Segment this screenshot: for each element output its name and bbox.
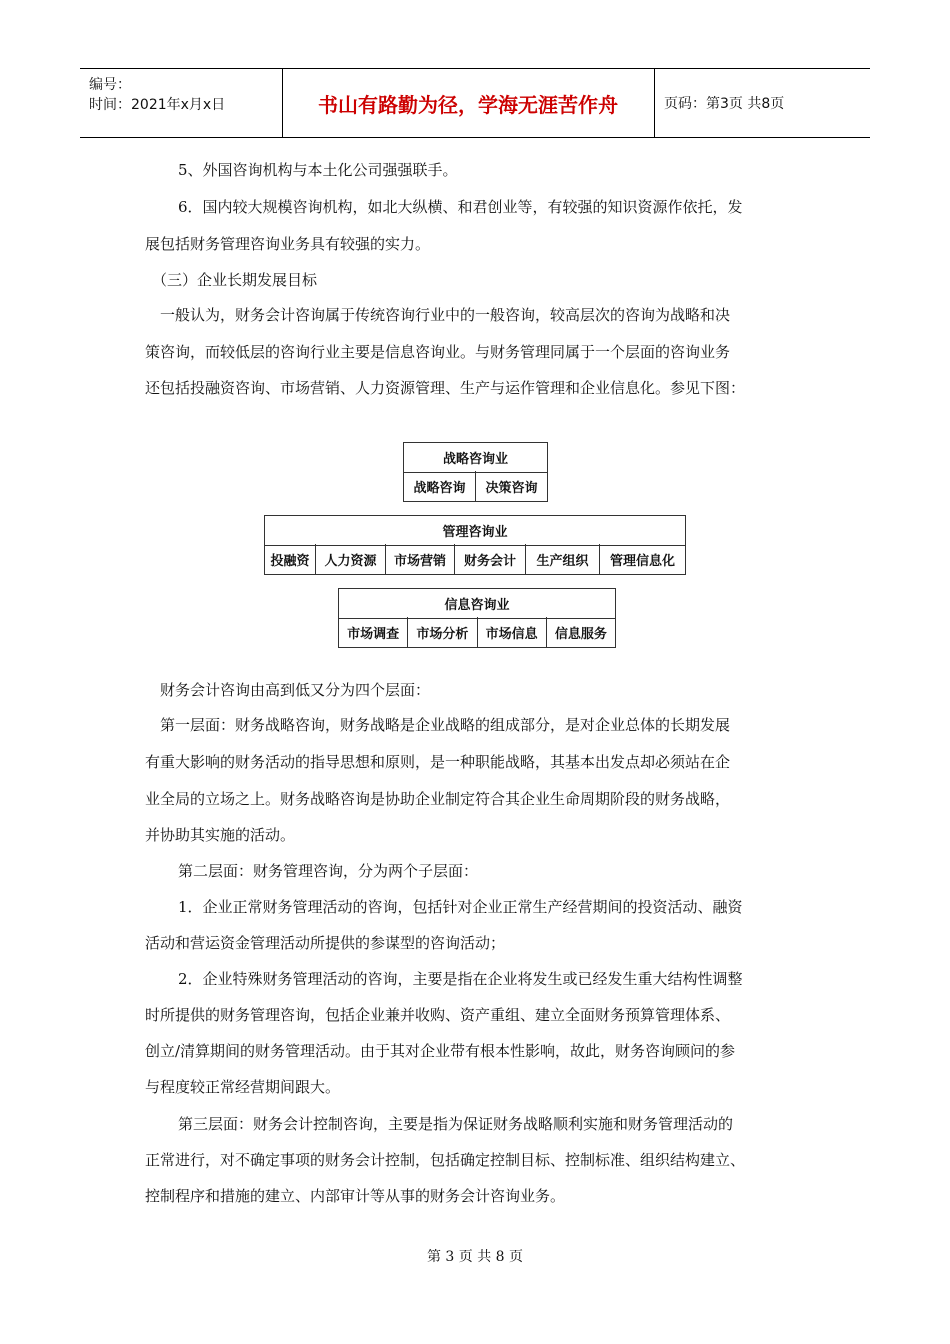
- information-title: 信息咨询业: [339, 589, 615, 619]
- management-consulting-box: [264, 515, 686, 575]
- number-label: 编号：: [89, 77, 131, 93]
- paragraph-line: 与程度较正常经营期间跟大。: [145, 1078, 341, 1096]
- paragraph-line: 正常进行，对不确定事项的财务会计控制，包括确定控制目标、控制标准、组织结构建立、: [145, 1151, 746, 1169]
- paragraph-line: 第一层面：财务战略咨询，财务战略是企业战略的组成部分，是对企业总体的长期发展: [160, 716, 731, 734]
- paragraph-line: 财务会计咨询由高到低又分为四个层面：: [160, 681, 431, 699]
- paragraph-line: 一般认为，财务会计咨询属于传统咨询行业中的一般咨询，较高层次的咨询为战略和决: [160, 306, 731, 324]
- header-page-label: 页码：第3页 共8页: [664, 96, 785, 112]
- header-motto: 书山有路勤为径，学海无涯苦作舟: [282, 69, 655, 137]
- diagram-cell: 信息服务: [554, 626, 607, 642]
- paragraph-line: 控制程序和措施的建立、内部审计等从事的财务会计咨询业务。: [145, 1187, 566, 1205]
- page-footer: 第 3 页 共 8 页: [426, 1249, 524, 1265]
- paragraph-line: 6．国内较大规模咨询机构，如北大纵横、和君创业等，有较强的知识资源作依托，发: [178, 198, 743, 216]
- diagram-cell: 管理信息化: [609, 553, 675, 569]
- diagram-cell: 市场营销: [386, 544, 455, 574]
- paragraph-line: 时所提供的财务管理咨询，包括企业兼并收购、资产重组、建立全面财务预算管理体系、: [145, 1006, 731, 1024]
- information-consulting-box: [338, 588, 616, 648]
- diagram-cell: 市场调查: [339, 617, 408, 647]
- paragraph-line: 业全局的立场之上。财务战略咨询是协助企业制定符合其企业生命周期阶段的财务战略，: [145, 790, 731, 808]
- paragraph-line: 第三层面：财务会计控制咨询，主要是指为保证财务战略顺利实施和财务管理活动的: [178, 1115, 734, 1133]
- section-heading: （三）企业长期发展目标: [152, 271, 318, 289]
- diagram-cell: 决策咨询: [485, 480, 538, 496]
- diagram-cell: 市场分析: [408, 617, 477, 647]
- paragraph-line: 有重大影响的财务活动的指导思想和原则，是一种职能战略，其基本出发点却必须站在企: [145, 753, 731, 771]
- paragraph-line: 5、外国咨询机构与本土化公司强强联手。: [178, 161, 458, 179]
- paragraph-line: 第二层面：财务管理咨询，分为两个子层面：: [178, 862, 479, 880]
- paragraph-line: 创立/清算期间的财务管理活动。由于其对企业带有根本性影响，故此，财务咨询顾问的参: [145, 1042, 736, 1060]
- header-table: [80, 68, 870, 138]
- diagram-cell: 战略咨询: [404, 471, 476, 501]
- paragraph-line: 还包括投融资咨询、市场营销、人力资源管理、生产与运作管理和企业信息化。参见下图：: [145, 379, 746, 397]
- paragraph-line: 2．企业特殊财务管理活动的咨询，主要是指在企业将发生或已经发生重大结构性调整: [178, 970, 743, 988]
- diagram-cell: 生产组织: [526, 544, 600, 574]
- paragraph-line: 活动和营运资金管理活动所提供的参谋型的咨询活动；: [145, 934, 506, 952]
- strategy-consulting-box: [403, 442, 548, 502]
- management-title: 管理咨询业: [265, 516, 685, 546]
- paragraph-line: 展包括财务管理咨询业务具有较强的实力。: [145, 235, 431, 253]
- strategy-title: 战略咨询业: [404, 443, 547, 473]
- diagram-cell: 市场信息: [478, 617, 547, 647]
- paragraph-line: 并协助其实施的活动。: [145, 826, 296, 844]
- diagram-cell: 财务会计: [455, 544, 526, 574]
- date-label: 时间：2021年x月x日: [89, 97, 226, 113]
- header-meta: [80, 69, 283, 137]
- diagram-cell: 人力资源: [316, 544, 386, 574]
- paragraph-line: 1．企业正常财务管理活动的咨询，包括针对企业正常生产经营期间的投资活动、融资: [178, 898, 743, 916]
- diagram-cell: 投融资: [265, 544, 316, 574]
- paragraph-line: 策咨询，而较低层的咨询行业主要是信息咨询业。与财务管理同属于一个层面的咨询业务: [145, 343, 731, 361]
